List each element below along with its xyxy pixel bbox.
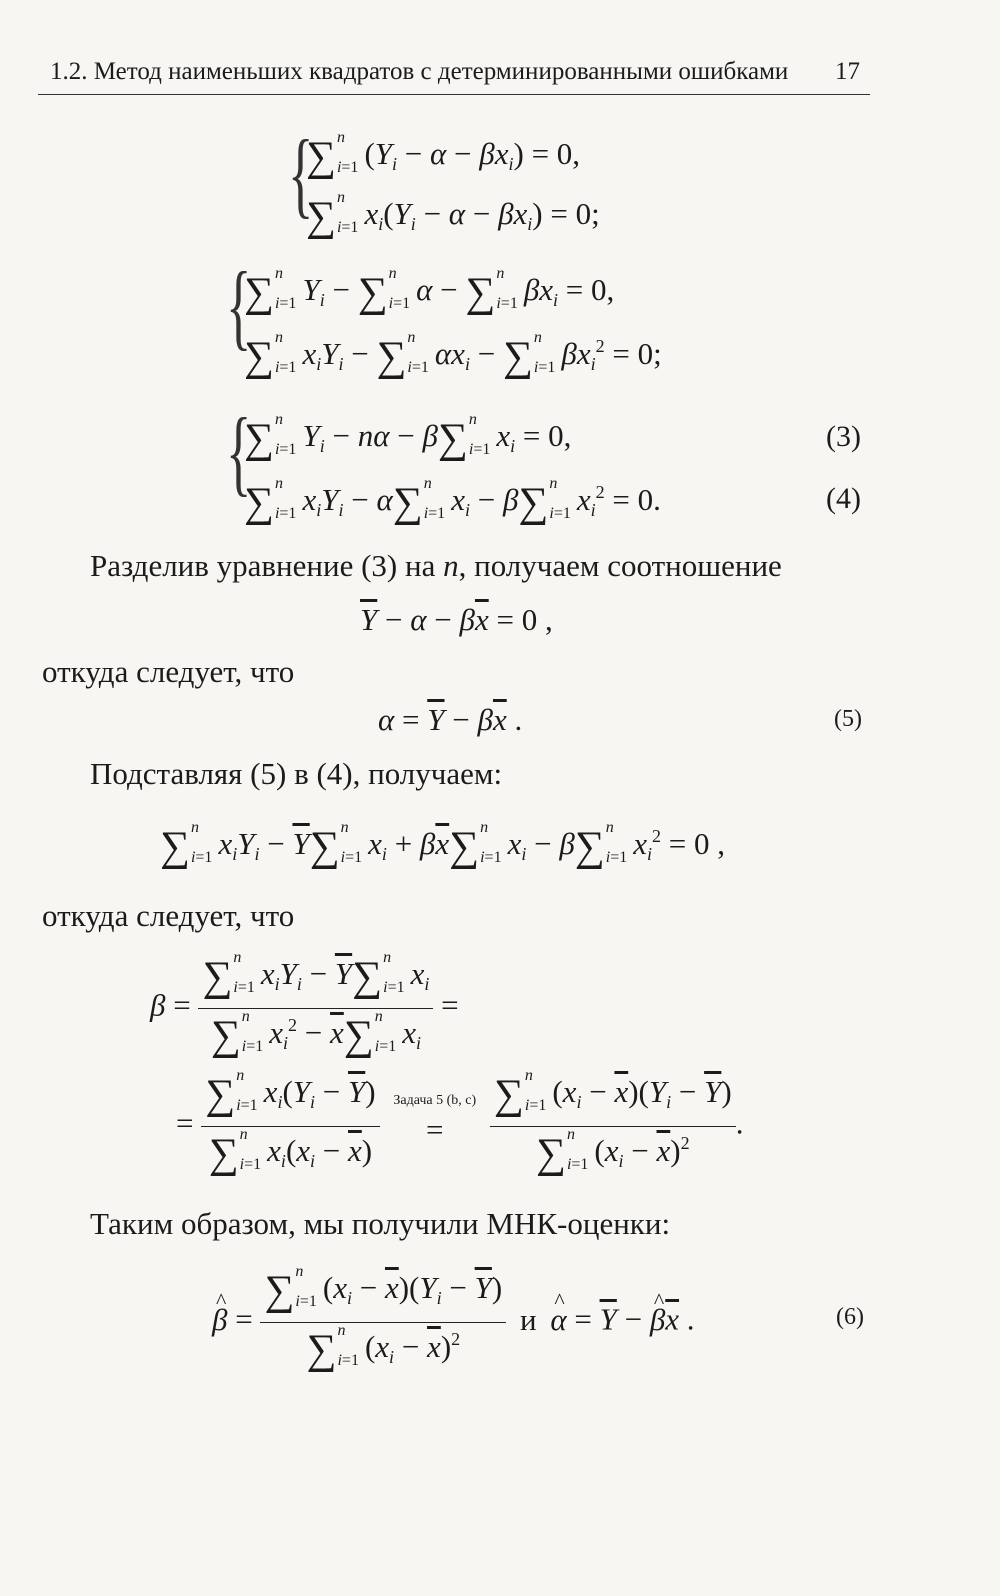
brace-system-1: { [288,120,314,227]
paragraph-substitute: Подставляя (5) в (4), получаем: [90,756,503,791]
section-title: 1.2. Метод наименьших квадратов с детерминированными ошибками [50,58,789,85]
equation-system2-line2: ∑ n i=1 $x_iY_i$ − ∑ n i=1 $\alpha x_i$ − ∑ n i=1 $\beta x_i^2 = 0$; [244,329,662,380]
equation-5: $\alpha = \overline{Y} - \beta\overline{x}$ . [378,702,523,737]
conjunction-and: и [519,1301,537,1337]
equation-number-5: (5) [834,706,862,732]
equation-6: ^ β = ∑ n i=1 $(x_i - \overline{x})(Y_i - \overline{Y})$ ∑ n i=1 $(x_i - \overline{x})^2$ и ^ $\alpha = \overline{Y}$ − ^ $\beta\overline{x}$ . [212,1270,695,1375]
paragraph-divide [90,548,782,584]
page-number: 17 [835,58,860,85]
paragraph-conclusion: Таким образом, мы получили МНК-оценки: [90,1206,671,1241]
equation-mean: $\overline{Y} - \alpha - \beta\overline{x} = 0$ , [360,602,553,637]
equation-beta-1: β = ∑ n i=1 $x_iY_i - \overline{Y}\sum$ n i=1 $x_i$ ∑ n i=1 $x_i^2 - \overline{x}\sum$ n i=1 $x_i$ = [150,949,459,1059]
equation-number-3: (3) [826,420,861,453]
task-reference-label: Задача 5 (b, c) [393,1093,477,1108]
paragraph-whence-1: откуда следует, что [42,654,295,689]
page-header [38,54,870,95]
paragraph-divide-text: Разделив уравнение (3) на [90,548,436,583]
equation-3: ∑ n i=1 $Y_i - n\alpha - \beta\sum$ n i=1 $x_i = 0$, [244,411,572,462]
brace-system-2: { [226,252,252,359]
equation-system1-line2: ∑ n i=1 $x_i(Y_i - \alpha - \beta x_i) = 0$; [306,189,600,240]
equation-system1-line1: ∑ n i=1 $(Y_i - \alpha - \beta x_i) = 0$, [306,129,581,180]
equation-beta-2: = ∑ n i=1 $x_i(Y_i - \overline{Y})$ ∑ n i=1 $x_i(x_i - \overline{x})$ Задача 5 (b, c) = ∑ n i=1 $(x_i - \overline{x})(Y_i - \overline{Y})$ ∑ n i=1 $(x_i - \overline{x})^2$ . [176,1067,744,1177]
equation-4: ∑ n i=1 $x_iY_i - \alpha\sum$ n i=1 $x_i - \beta\sum$ n i=1 $x_i^2 = 0$. [244,475,661,526]
paragraph-divide-end: , получаем соотношение [458,548,782,583]
paragraph-whence-2: откуда следует, что [42,898,295,933]
paragraph-divide-var: n [443,548,459,583]
equation-system2-line1: ∑ n i=1 $Y_i$ − ∑ n i=1 α − ∑ n i=1 $\beta x_i = 0$, [244,265,615,316]
equation-number-4: (4) [826,482,861,515]
equation-substituted: ∑ n i=1 $x_iY_i - \overline{Y}\sum$ n i=1 $x_i + \beta\overline{x}\sum$ n i=1 $x_i - \beta\sum$ n i=1 $x_i^2 = 0$ , [160,819,725,870]
brace-system-3: { [226,398,252,505]
equation-number-6: (6) [836,1304,864,1330]
